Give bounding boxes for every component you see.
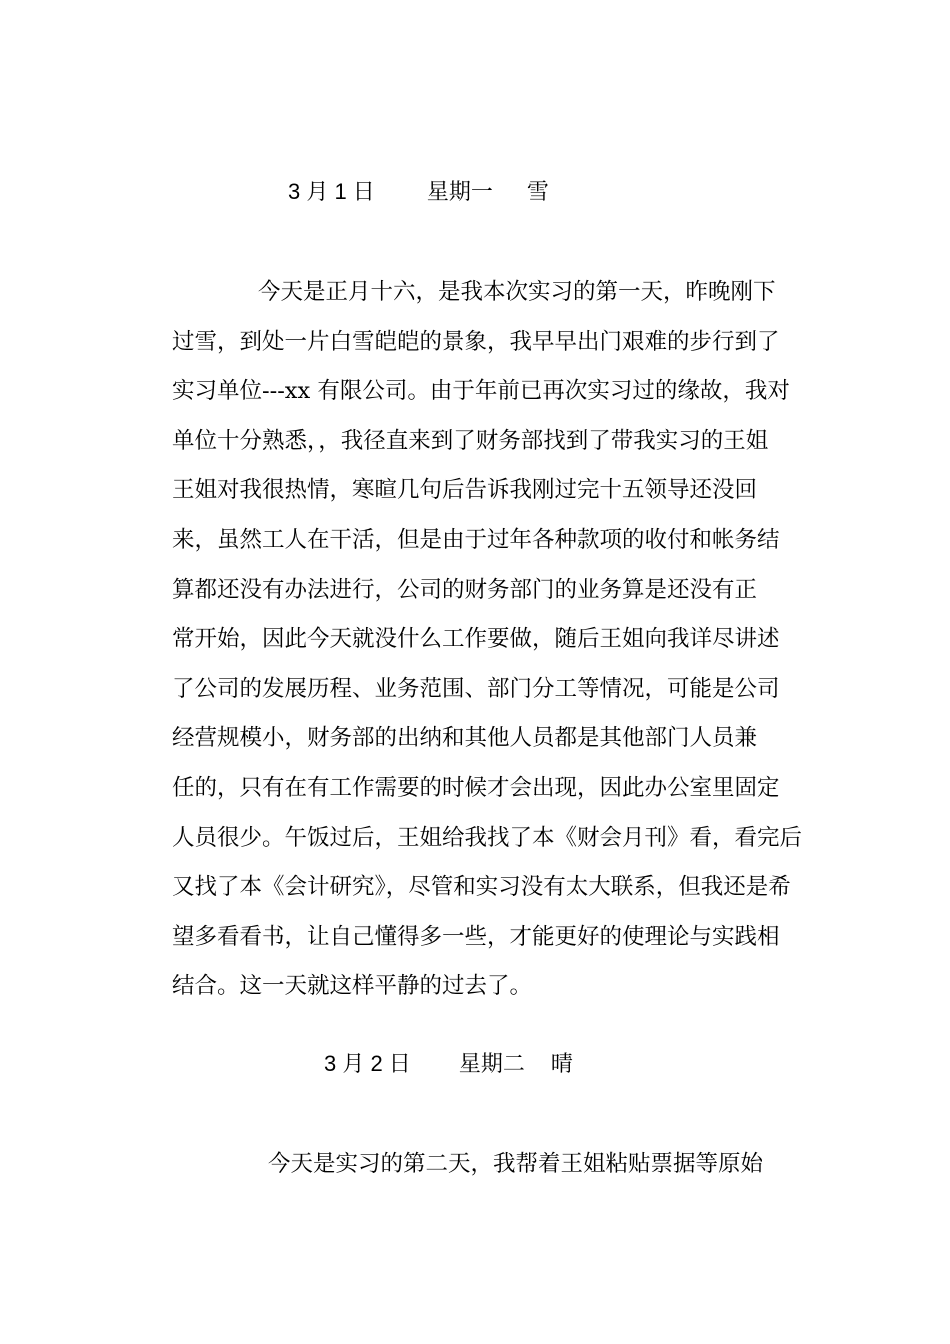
text-line: 任的，只有在有工作需要的时候才会出现，因此办公室里固定: [172, 774, 780, 801]
entry-heading-day-2: [324, 1050, 573, 1079]
entry-heading-day-1: [288, 178, 549, 207]
text-line: 了公司的发展历程、业务范围、部门分工等情况，可能是公司: [172, 675, 780, 702]
text-line: 人员很少。午饭过后，王姐给我找了本《财会月刊》看，看完后: [172, 824, 803, 851]
entry-body-day-2: [172, 1140, 812, 1190]
text-line: 常开始，因此今天就没什么工作要做，随后王姐向我详尽讲述: [172, 626, 780, 653]
text-line: 又找了本《会计研究》，尽管和实习没有太大联系，但我还是希: [172, 874, 791, 901]
text-line: 望多看看书，让自己懂得多一些，才能更好的使理论与实践相: [172, 923, 780, 950]
entry-weather: 雪: [526, 180, 549, 205]
text-line: 单位十分熟悉，，我径直来到了财务部找到了带我实习的王姐: [172, 427, 769, 454]
text-line: 过雪，到处一片白雪皑皑的景象，我早早出门艰难的步行到了: [172, 328, 780, 355]
text-line: 经营规模小，财务部的出纳和其他人员都是其他部门人员兼: [172, 725, 758, 752]
text-line: 算都还没有办法进行，公司的财务部门的业务算是还没有正: [172, 576, 758, 603]
text-line: 来，虽然工人在干活，但是由于过年各种款项的收付和帐务结: [172, 526, 780, 553]
entry-body-day-1: [172, 268, 812, 1012]
entry-date: 3 月 1 日: [288, 179, 375, 204]
text-line: 今天是正月十六，是我本次实习的第一天，昨晚刚下: [258, 279, 776, 305]
entry-weekday: 星期一: [426, 180, 493, 205]
text-line: 结合。这一天就这样平静的过去了。: [172, 973, 533, 1000]
entry-weekday: 星期二: [458, 1052, 525, 1077]
text-line: 今天是实习的第二天，我帮着王姐粘贴票据等原始: [268, 1151, 764, 1177]
text-line: 实习单位---xx 有限公司。由于年前已再次实习过的缘故，我对: [172, 378, 790, 405]
entry-date: 3 月 2 日: [324, 1051, 411, 1076]
text-line: 王姐对我很热情，寒暄几句后告诉我刚过完十五领导还没回: [172, 477, 758, 504]
entry-weather: 晴: [550, 1052, 573, 1077]
